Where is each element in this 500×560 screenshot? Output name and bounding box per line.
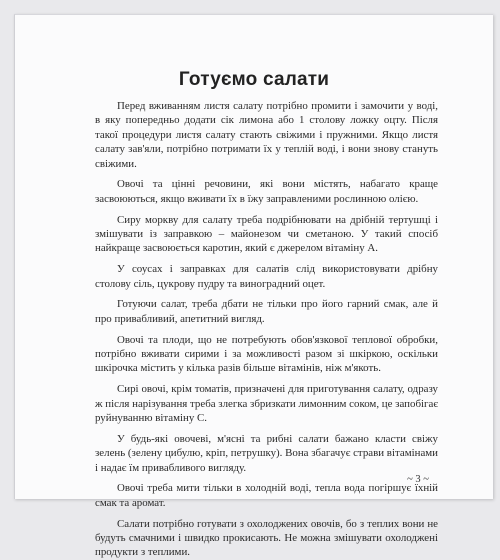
paragraph: Перед вживанням листя салату потрібно промити і замочити у воді, в яку попередньо додати сік лимона або 1 столову ложку оцту. Після такої процедури листя салату стають свіжими і пружними. Якщо листя салату зав'яли, потрібно потримати їх у теплій воді, і вони знову стануть свіжими. [95, 100, 438, 170]
paragraph: Сирі овочі, крім томатів, призначені для приготування салату, одразу ж після нарізування треба злегка збризкати лимонним соком, це запобігає руйнуванню вітаміну С. [95, 383, 438, 425]
page-title: Готуємо салати [178, 69, 330, 90]
article-body [95, 99, 438, 560]
paragraph: Салати потрібно готувати з охолоджених овочів, бо з теплих вони не будуть смачними і швидко прокисають. Не можна змішувати охолоджені продукти з теплими. [95, 517, 438, 559]
book-page [14, 14, 493, 559]
paragraph: Овочі та цінні речовини, які вони містять, набагато краще засвоюються, якщо вживати їх в їжу заправленими рослинною олією. [95, 178, 438, 205]
paragraph: Овочі треба мити тільки в холодній воді, тепла вода погіршує їхній смак та аромат. [95, 482, 438, 509]
paragraph: Готуючи салат, треба дбати не тільки про його гарний смак, але й про привабливий, апетитний вигляд. [95, 298, 438, 325]
paragraph: У будь-які овочеві, м'ясні та рибні салати бажано класти свіжу зелень (зелену цибулю, кріп, петрушку). Вона збагачує страви вітамінами і надає їм привабливого вигляду. [95, 432, 438, 474]
page-number: ~ 3 ~ [407, 474, 429, 485]
paragraph: Овочі та плоди, що не потребують обов'язкової теплової обробки, потрібно вживати сирими і за можливості разом зі шкіркою, оскільки шкірочка містить у кілька разів більше вітамінів, ніж м'якоть. [95, 333, 438, 375]
paragraph: Сиру моркву для салату треба подрібнювати на дрібній тертушці і змішувати із заправкою – майонезом чи сметаною. У такий спосіб найкраще засвоюється каротин, який є джерелом вітаміну А. [95, 213, 438, 255]
paragraph: У соусах і заправках для салатів слід використовувати дрібну столову сіль, цукрову пудру та виноградний оцет. [95, 263, 438, 290]
